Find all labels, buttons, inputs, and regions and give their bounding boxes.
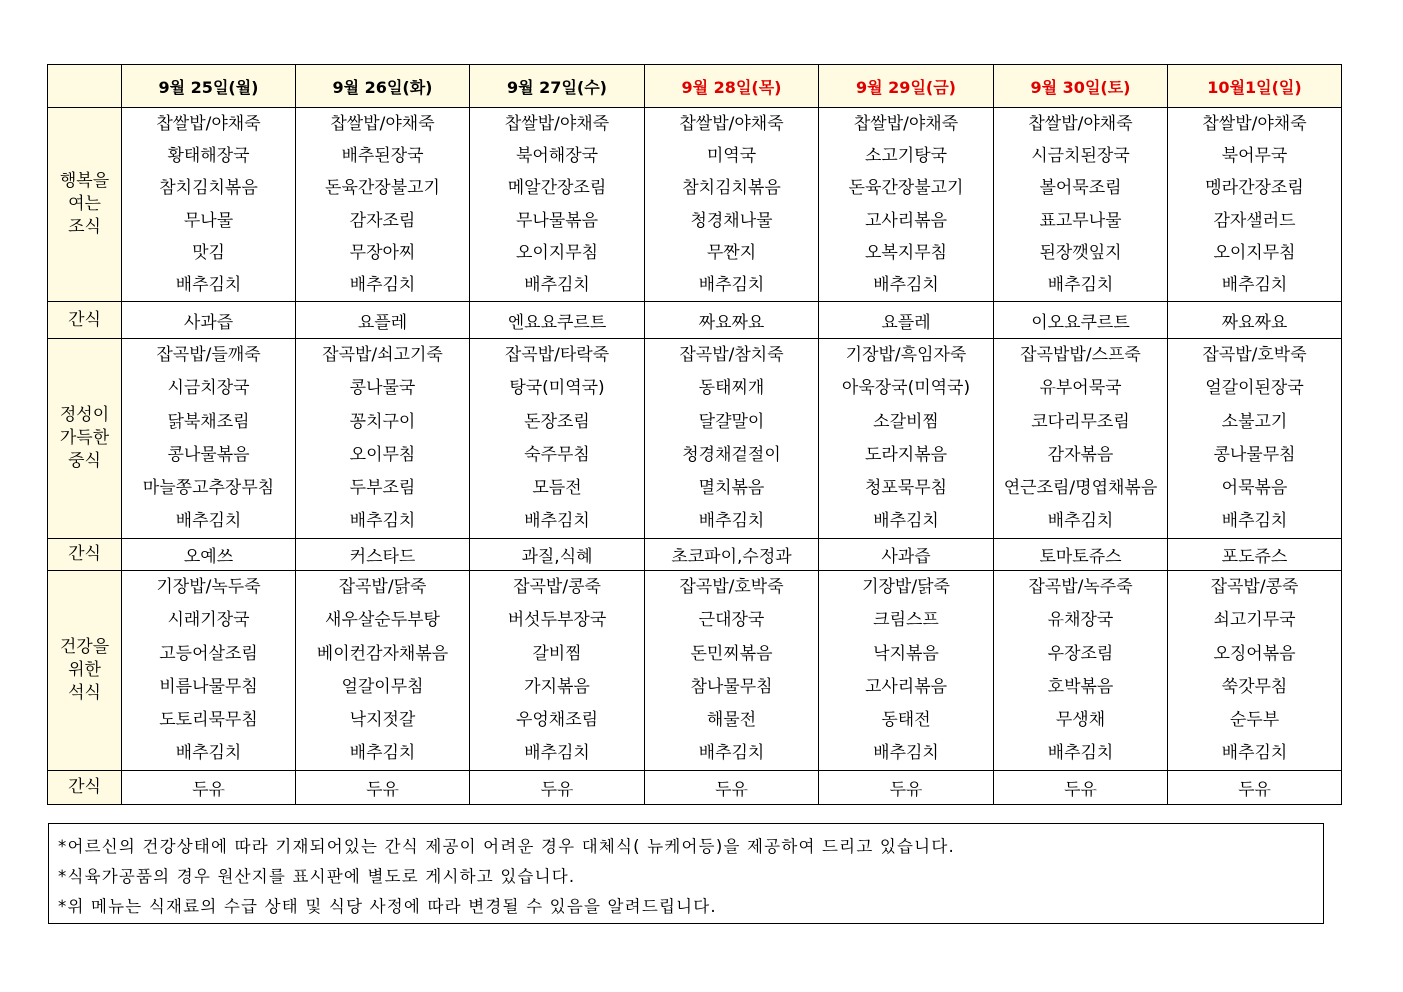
menu-item: 달걀말이	[698, 411, 765, 432]
menu-cell	[819, 571, 994, 771]
menu-cell	[819, 339, 994, 539]
menu-item: 배추김치	[698, 743, 765, 764]
day-header: 9월 26일(화)	[296, 65, 470, 108]
menu-item: 돈육간장불고기	[848, 178, 964, 199]
dinner-row	[48, 571, 1342, 771]
menu-item: 멸치볶음	[698, 477, 765, 498]
notes-box	[48, 823, 1324, 924]
snack-cell: 토마토쥬스	[994, 539, 1168, 571]
menu-item: 잡곡밥밥/스프죽	[1020, 345, 1141, 366]
menu-item: 배추김치	[349, 511, 416, 532]
snack-cell: 두유	[122, 771, 296, 805]
menu-item: 어묵볶음	[1221, 477, 1288, 498]
menu-item: 근대장국	[698, 610, 765, 631]
menu-item: 잡곡밥/닭죽	[338, 577, 427, 598]
snack-row	[48, 539, 1342, 571]
menu-item: 배추김치	[698, 511, 765, 532]
menu-item: 버섯두부장국	[507, 610, 607, 631]
menu-item: 시래기장국	[167, 610, 250, 631]
menu-item: 오이지무침	[1213, 242, 1296, 263]
menu-item: 찹쌀밥/야채죽	[156, 114, 261, 134]
menu-cell	[296, 571, 470, 771]
snack-label: 간식	[48, 771, 122, 805]
snack-cell: 엔요요쿠르트	[470, 302, 645, 339]
menu-item: 미역국	[706, 146, 757, 167]
menu-item: 도라지볶음	[864, 444, 948, 465]
menu-item: 찹쌀밥/야채죽	[504, 114, 610, 134]
menu-item: 잡곡밥/녹주죽	[1028, 577, 1133, 598]
menu-item: 낙지볶음	[873, 643, 939, 664]
weekly-menu-table	[47, 64, 1342, 805]
menu-cell	[1168, 108, 1342, 302]
menu-item: 배추김치	[524, 274, 590, 295]
menu-item: 맛김	[192, 242, 225, 263]
menu-item: 해물전	[706, 710, 757, 730]
menu-item: 소갈비찜	[873, 411, 939, 432]
menu-item: 잡곡밥/콩죽	[513, 577, 601, 598]
snack-cell: 짜요짜요	[645, 302, 819, 339]
note-line: *식육가공품의 경우 원산지를 표시판에 별도로 게시하고 있습니다.	[58, 867, 576, 886]
menu-cell	[122, 571, 296, 771]
day-header: 9월 25일(월)	[122, 65, 296, 108]
day-header: 9월 30일(토)	[994, 65, 1168, 108]
menu-item: 무생채	[1055, 710, 1106, 730]
menu-cell	[994, 108, 1168, 302]
menu-item: 돈육간장불고기	[325, 178, 440, 199]
menu-item: 무장아찌	[349, 242, 416, 263]
menu-item: 배추김치	[1047, 511, 1114, 532]
menu-item: 시금치장국	[167, 378, 250, 399]
menu-item: 동태전	[881, 710, 931, 730]
snack-cell: 두유	[994, 771, 1168, 805]
snack-cell: 요플레	[296, 302, 470, 339]
menu-item: 찹쌀밥/야채죽	[330, 114, 435, 134]
snack-row	[48, 771, 1342, 805]
menu-item: 배추김치	[1221, 743, 1288, 764]
menu-item: 가지볶음	[524, 676, 590, 697]
menu-item: 쑥갓무침	[1221, 676, 1288, 697]
label-line: 행복을	[59, 171, 110, 192]
label-line: 건강을	[59, 637, 110, 658]
menu-item: 순두부	[1229, 710, 1280, 730]
menu-item: 참치김치볶음	[682, 178, 781, 199]
menu-item: 꽁치구이	[349, 411, 416, 432]
menu-item: 잡곡밥/콩죽	[1210, 577, 1299, 598]
menu-item: 콩나물무침	[1213, 444, 1296, 465]
menu-item: 잡곡밥/타락죽	[504, 345, 610, 366]
menu-item: 무나물	[183, 210, 234, 231]
label-line: 가득한	[59, 428, 110, 449]
header-corner	[48, 65, 122, 108]
menu-item: 닭북채조림	[167, 411, 250, 432]
menu-cell	[645, 339, 819, 539]
snack-cell: 두유	[296, 771, 470, 805]
menu-item: 황태해장국	[167, 146, 250, 167]
snack-cell: 포도쥬스	[1168, 539, 1342, 571]
menu-item: 오이지무침	[515, 242, 599, 263]
menu-item: 돈민찌볶음	[690, 643, 773, 664]
snack-row	[48, 302, 1342, 339]
dinner-label	[48, 571, 122, 771]
menu-item: 시금치된장국	[1031, 146, 1130, 167]
day-header: 9월 29일(금)	[819, 65, 994, 108]
menu-item: 코다리무조림	[1031, 411, 1130, 432]
menu-cell	[296, 108, 470, 302]
menu-item: 오복지무침	[864, 242, 948, 263]
menu-item: 배추김치	[1221, 511, 1288, 532]
menu-item: 콩나물국	[349, 378, 416, 399]
snack-cell: 두유	[1168, 771, 1342, 805]
label-line: 위한	[68, 660, 101, 681]
menu-item: 기장밥/흑임자죽	[845, 345, 967, 366]
menu-item: 감자샐러드	[1213, 210, 1296, 231]
menu-item: 된장깻잎지	[1039, 242, 1122, 263]
menu-item: 크림스프	[873, 610, 939, 631]
menu-item: 메알간장조림	[507, 178, 607, 199]
day-header: 9월 28일(목)	[645, 65, 819, 108]
menu-cell	[470, 108, 645, 302]
menu-item: 참치김치볶음	[159, 178, 258, 199]
breakfast-row	[48, 108, 1342, 302]
day-header: 10월1일(일)	[1168, 65, 1342, 108]
menu-cell	[122, 108, 296, 302]
menu-cell	[122, 339, 296, 539]
menu-item: 얼갈이무침	[341, 676, 424, 697]
menu-item: 배추김치	[175, 511, 242, 532]
menu-item: 소고기탕국	[864, 146, 948, 167]
menu-item: 모듬전	[532, 477, 582, 498]
menu-item: 오징어볶음	[1213, 643, 1296, 664]
label-line: 정성이	[59, 405, 110, 426]
snack-cell: 두유	[645, 771, 819, 805]
menu-item: 유채장국	[1047, 610, 1114, 631]
menu-item: 비름나물무침	[159, 676, 258, 697]
label-line: 여는	[68, 194, 101, 215]
menu-item: 두부조림	[349, 477, 416, 498]
menu-item: 무짠지	[706, 242, 757, 263]
menu-item: 감자조림	[349, 210, 416, 231]
snack-cell: 커스타드	[296, 539, 470, 571]
menu-cell	[819, 108, 994, 302]
menu-item: 콩나물볶음	[167, 444, 250, 465]
menu-cell	[470, 571, 645, 771]
snack-cell: 두유	[819, 771, 994, 805]
menu-item: 배추김치	[873, 511, 939, 532]
menu-item: 도토리묵무침	[159, 710, 258, 730]
menu-item: 표고무나물	[1039, 210, 1122, 231]
menu-item: 북어해장국	[515, 146, 599, 167]
snack-cell: 과질,식혜	[470, 539, 645, 571]
breakfast-label	[48, 108, 122, 302]
menu-item: 호박볶음	[1047, 676, 1114, 697]
menu-item: 연근조림/명엽채볶음	[1003, 477, 1158, 498]
snack-cell: 오예쓰	[122, 539, 296, 571]
menu-item: 배추김치	[873, 274, 939, 295]
label-line: 중식	[68, 451, 101, 472]
menu-item: 오이무침	[349, 444, 416, 465]
menu-cell	[645, 108, 819, 302]
snack-cell: 요플레	[819, 302, 994, 339]
menu-item: 잡곡밥/들깨죽	[156, 345, 261, 366]
menu-item: 배추김치	[1047, 274, 1114, 295]
menu-item: 낙지젓갈	[349, 710, 416, 730]
lunch-row	[48, 339, 1342, 539]
menu-item: 새우살순두부탕	[325, 610, 440, 631]
menu-item: 참나물무침	[690, 676, 773, 697]
note-line: *위 메뉴는 식재료의 수급 상태 및 식당 사정에 따라 변경될 수 있음을 알려드립니다.	[58, 897, 717, 916]
menu-item: 찹쌀밥/야채죽	[1028, 114, 1133, 134]
menu-item: 마늘쫑고추장무침	[142, 477, 275, 498]
menu-item: 배추김치	[524, 511, 590, 532]
menu-item: 아욱장국(미역국)	[841, 378, 971, 399]
menu-item: 갈비찜	[532, 643, 582, 664]
menu-item: 얼갈이된장국	[1205, 378, 1304, 399]
menu-item: 고등어살조림	[159, 643, 258, 664]
menu-item: 청경채겉절이	[682, 444, 781, 465]
menu-item: 고사리볶음	[864, 210, 948, 231]
menu-item: 잡곡밥/참치죽	[679, 345, 784, 366]
menu-cell	[1168, 571, 1342, 771]
menu-cell	[470, 339, 645, 539]
snack-label: 간식	[48, 539, 122, 571]
menu-item: 숙주무침	[524, 444, 590, 465]
menu-item: 기장밥/녹두죽	[156, 577, 261, 598]
menu-item: 유부어묵국	[1039, 378, 1122, 399]
snack-cell: 이오요쿠르트	[994, 302, 1168, 339]
menu-item: 멩라간장조림	[1205, 178, 1304, 199]
menu-item: 우엉채조림	[515, 710, 599, 730]
menu-item: 배추김치	[349, 274, 416, 295]
menu-cell	[645, 571, 819, 771]
menu-cell	[1168, 339, 1342, 539]
menu-item: 우장조림	[1047, 643, 1114, 664]
menu-item: 찹쌀밥/야채죽	[679, 114, 784, 134]
menu-item: 돈장조림	[524, 411, 590, 432]
menu-cell	[296, 339, 470, 539]
menu-item: 잡곡밥/쇠고기죽	[322, 345, 443, 366]
menu-item: 배추김치	[1221, 274, 1288, 295]
menu-item: 무나물볶음	[515, 210, 599, 231]
snack-cell: 짜요짜요	[1168, 302, 1342, 339]
snack-cell: 초코파이,수정과	[645, 539, 819, 571]
menu-item: 배추김치	[175, 274, 242, 295]
menu-item: 쇠고기무국	[1213, 610, 1296, 631]
menu-item: 탕국(미역국)	[509, 378, 605, 399]
menu-item: 찹쌀밥/야채죽	[853, 114, 959, 134]
menu-item: 동태찌개	[698, 378, 765, 399]
menu-item: 고사리볶음	[864, 676, 948, 697]
snack-cell: 사과즙	[122, 302, 296, 339]
menu-cell	[994, 571, 1168, 771]
snack-cell: 사과즙	[819, 539, 994, 571]
menu-item: 소불고기	[1221, 411, 1288, 432]
menu-item: 배추김치	[1047, 743, 1114, 764]
header-row	[48, 65, 1342, 108]
lunch-label	[48, 339, 122, 539]
menu-item: 찹쌀밥/야채죽	[1202, 114, 1307, 134]
menu-item: 북어무국	[1221, 146, 1288, 167]
menu-item: 배추김치	[349, 743, 416, 764]
menu-cell	[994, 339, 1168, 539]
menu-item: 감자볶음	[1047, 444, 1114, 465]
label-line: 조식	[68, 217, 101, 238]
menu-item: 배추김치	[873, 743, 939, 764]
label-line: 석식	[68, 683, 101, 704]
day-header: 9월 27일(수)	[470, 65, 645, 108]
menu-item: 배추된장국	[341, 146, 424, 167]
snack-cell: 두유	[470, 771, 645, 805]
menu-item: 잡곡밥/호박죽	[1202, 345, 1307, 366]
menu-item: 배추김치	[698, 274, 765, 295]
menu-item: 기장밥/닭죽	[862, 577, 950, 598]
menu-item: 청포묵무침	[864, 477, 948, 498]
menu-item: 베이컨감자채볶음	[316, 643, 449, 664]
menu-item: 볼어묵조림	[1039, 178, 1122, 199]
note-line: *어르신의 건강상태에 따라 기재되어있는 간식 제공이 어려운 경우 대체식( 뉴케어등)을 제공하여 드리고 있습니다.	[58, 837, 955, 856]
menu-item: 청경채나물	[690, 210, 773, 231]
menu-item: 배추김치	[524, 743, 590, 764]
snack-label: 간식	[48, 302, 122, 339]
menu-item: 배추김치	[175, 743, 242, 764]
menu-item: 잡곡밥/호박죽	[679, 577, 784, 598]
